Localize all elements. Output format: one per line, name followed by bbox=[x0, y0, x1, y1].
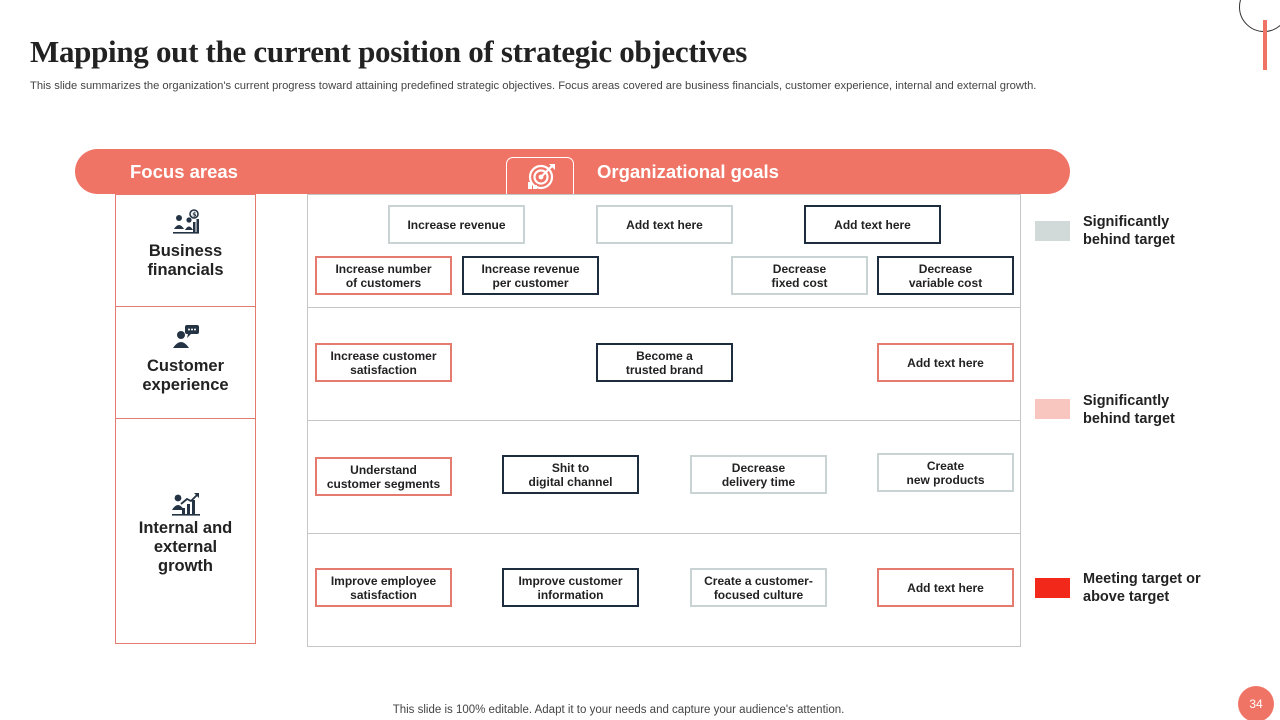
footer-note-wrapper bbox=[0, 704, 1280, 716]
page-number-badge: 34 bbox=[1238, 686, 1274, 720]
goal-box: Add text here bbox=[877, 568, 1014, 607]
focus-cell-internal-external-growth bbox=[115, 418, 256, 644]
focus-label-internal-external-growth: Internal and external growth bbox=[138, 519, 233, 575]
slide-subtitle: This slide summarizes the organization's current progress toward attaining predefined strategic objectives. Focus areas covered are business financials, customer experience, internal and external growth. bbox=[30, 80, 1037, 92]
goal-box: Create a customer- focused culture bbox=[690, 568, 827, 607]
goal-box: Shit to digital channel bbox=[502, 455, 639, 494]
goal-box: Increase revenue per customer bbox=[462, 256, 599, 295]
corner-bar-decoration bbox=[1263, 20, 1267, 70]
goal-box: Understand customer segments bbox=[315, 457, 452, 496]
goal-box: Create new products bbox=[877, 453, 1014, 492]
target-icon bbox=[525, 162, 557, 192]
goal-box: Decrease variable cost bbox=[877, 256, 1014, 295]
goal-box: Decrease fixed cost bbox=[731, 256, 868, 295]
goal-box: Add text here bbox=[804, 205, 941, 244]
corner-circle-decoration bbox=[1239, 0, 1280, 32]
organizational-goals-label: Organizational goals bbox=[597, 161, 779, 182]
goal-box: Increase number of customers bbox=[315, 256, 452, 295]
growth-chart-icon bbox=[172, 491, 200, 517]
goal-box: Improve employee satisfaction bbox=[315, 568, 452, 607]
goal-box: Improve customer information bbox=[502, 568, 639, 607]
focus-cell-customer-experience bbox=[115, 306, 256, 419]
legend-swatch-behind bbox=[1035, 221, 1070, 241]
legend-swatch-meeting bbox=[1035, 578, 1070, 598]
svg-text:$: $ bbox=[192, 211, 197, 219]
slide-title: Mapping out the current position of strategic objectives bbox=[30, 34, 748, 69]
legend-swatch-slightly-behind bbox=[1035, 399, 1070, 419]
legend-label-slightly-behind: Significantly behind target bbox=[1083, 393, 1175, 427]
legend-label-behind: Significantly behind target bbox=[1083, 214, 1175, 248]
goal-box: Increase revenue bbox=[388, 205, 525, 244]
header-icon-tab bbox=[506, 157, 574, 195]
footer-note: This slide is 100% editable. Adapt it to your needs and capture your audience's attention. bbox=[392, 704, 845, 716]
focus-areas-label: Focus areas bbox=[130, 161, 238, 182]
finance-people-icon bbox=[172, 209, 200, 235]
focus-label-customer-experience: Customer experience bbox=[142, 357, 229, 394]
goal-box: Add text here bbox=[596, 205, 733, 244]
goal-box: Become a trusted brand bbox=[596, 343, 733, 382]
goal-box: Add text here bbox=[877, 343, 1014, 382]
goal-box: Decrease delivery time bbox=[690, 455, 827, 494]
legend-label-meeting: Meeting target or above target bbox=[1083, 571, 1201, 605]
focus-label-business-financials: Business financials bbox=[147, 242, 224, 279]
customer-chat-icon bbox=[172, 323, 200, 349]
goal-box: Increase customer satisfaction bbox=[315, 343, 452, 382]
focus-cell-business-financials bbox=[115, 194, 256, 307]
